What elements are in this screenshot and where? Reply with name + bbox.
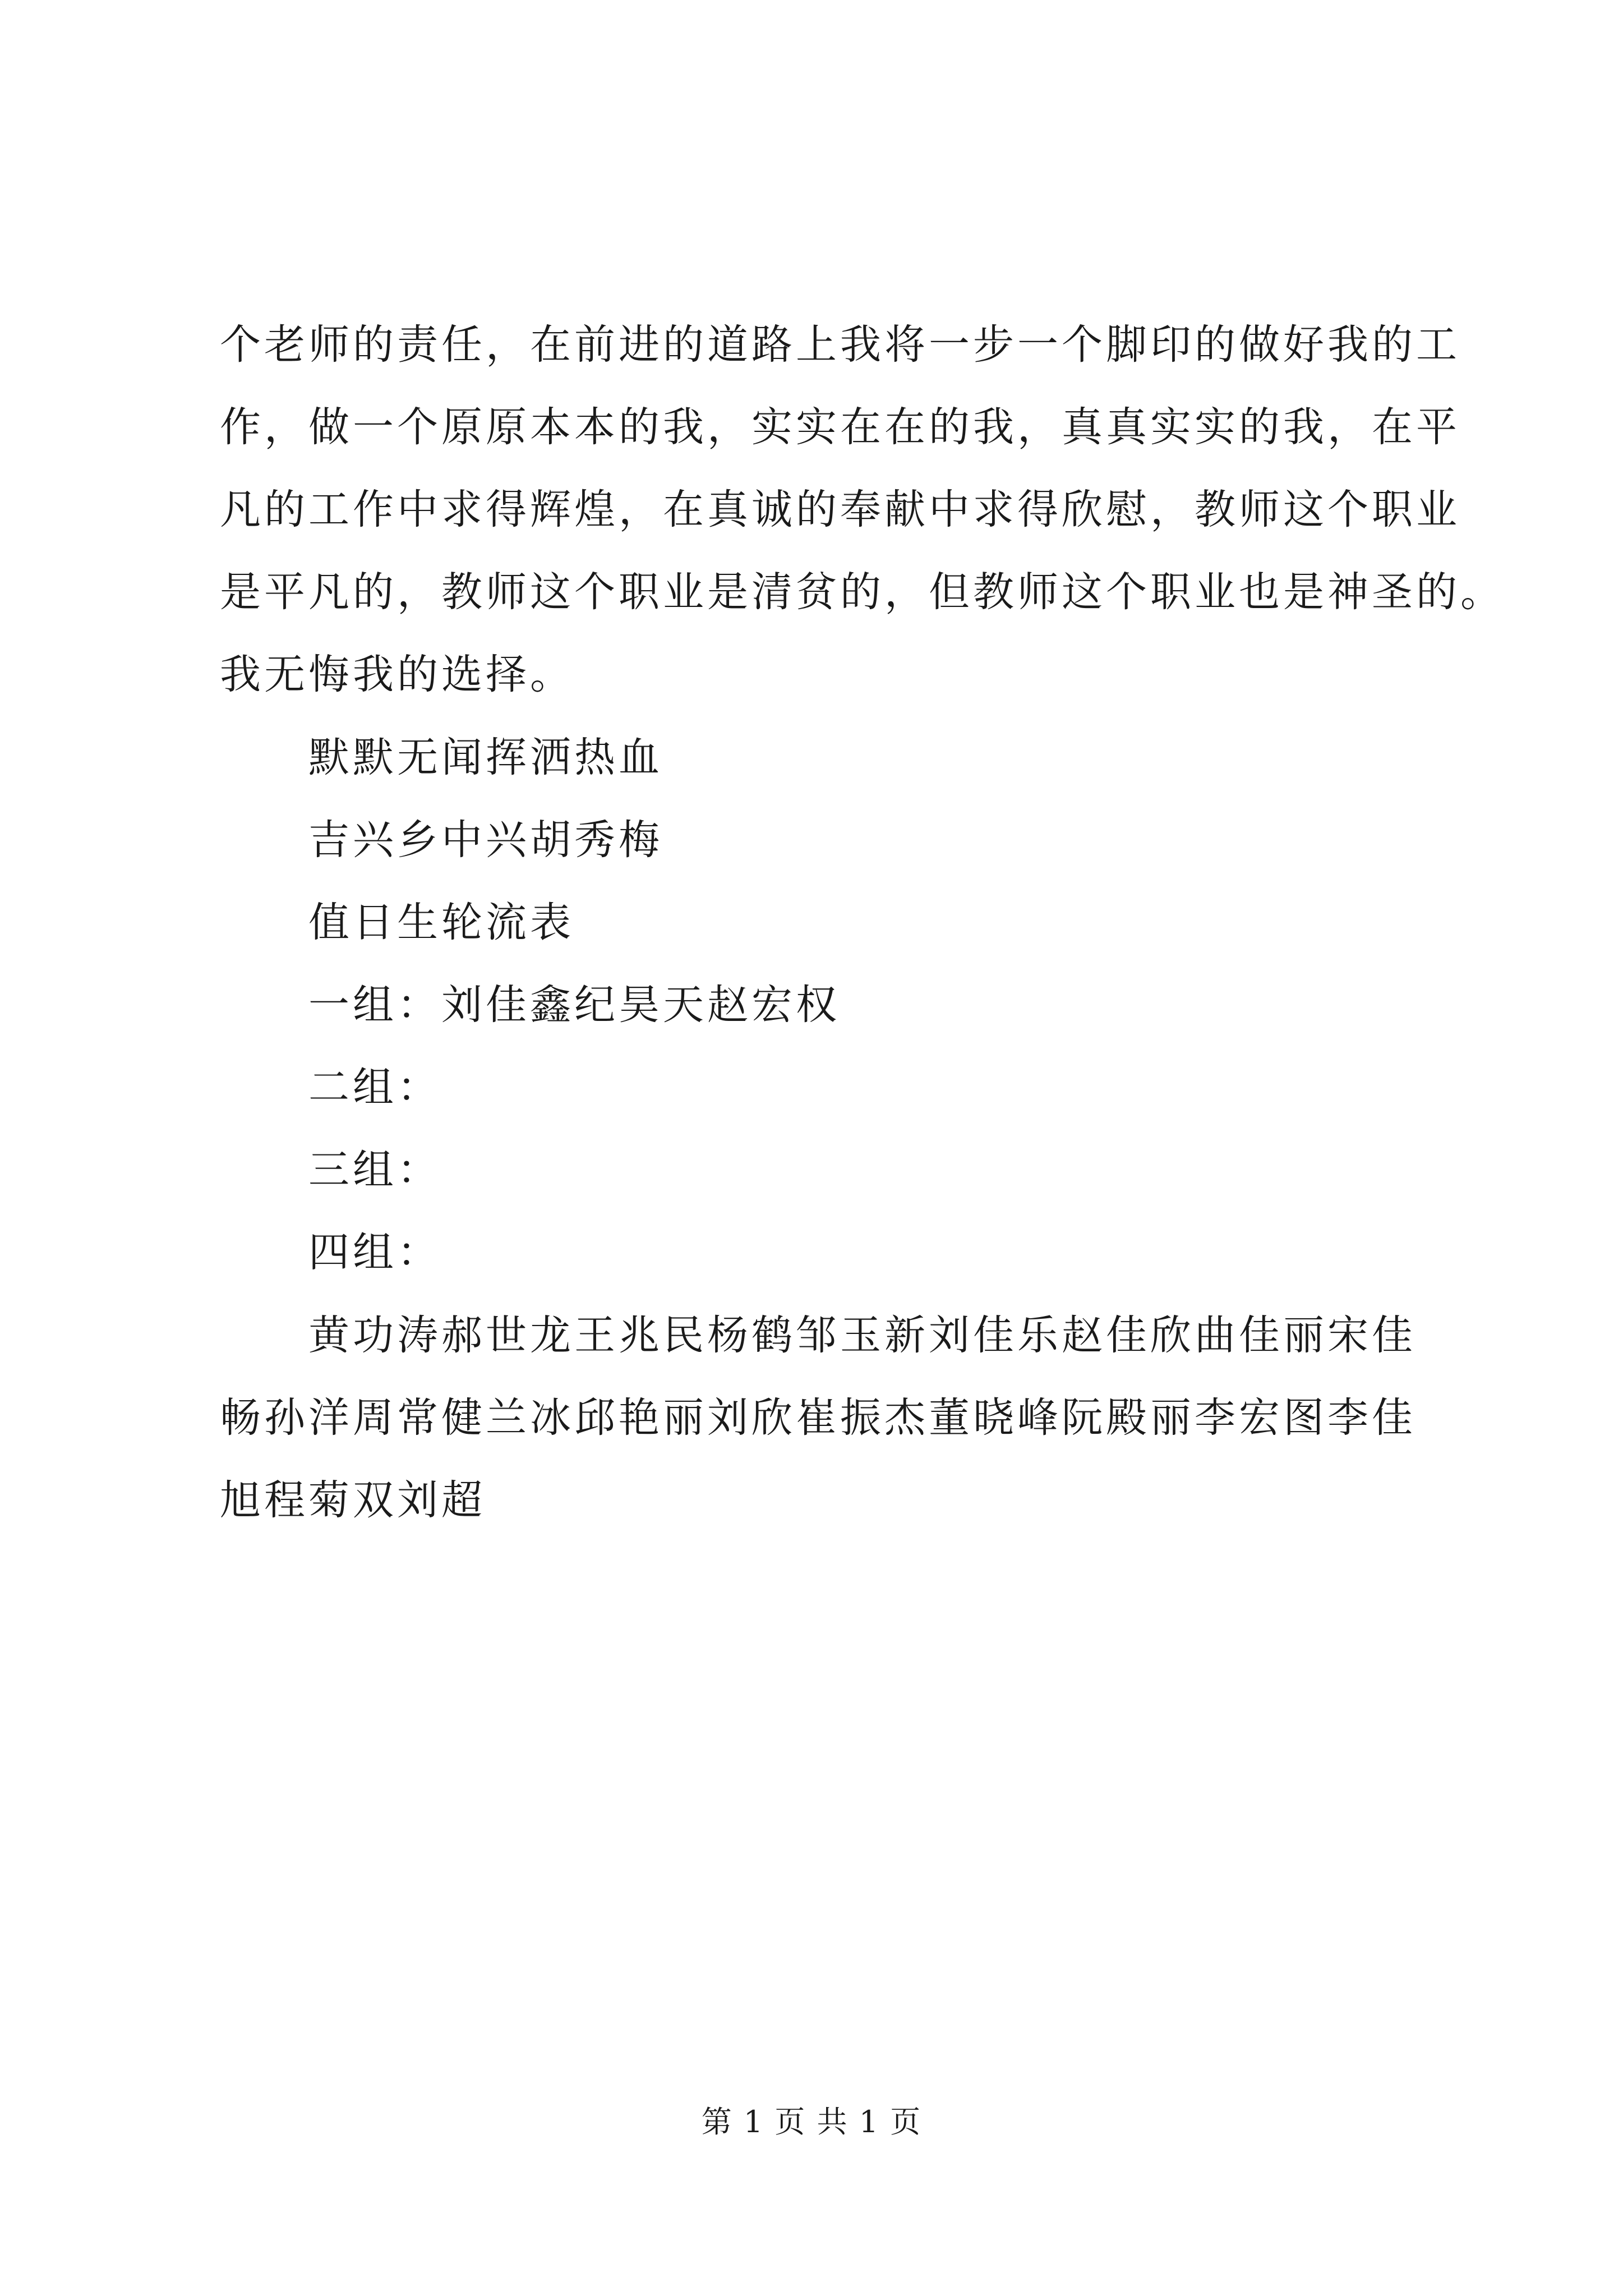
essay-title: 默默无闻挥洒热血 bbox=[308, 734, 663, 781]
group-4-line: 四组： bbox=[308, 1228, 441, 1276]
author-line: 吉兴乡中兴胡秀梅 bbox=[308, 816, 663, 864]
page-number-label: 第 1 页 共 1 页 bbox=[701, 2104, 922, 2139]
paragraph-line: 作，做一个原原本本的我，实实在在的我，真真实实的我，在平 bbox=[220, 403, 1460, 451]
group-3-line: 三组： bbox=[308, 1146, 441, 1194]
paragraph-line: 是平凡的，教师这个职业是清贫的，但教师这个职业也是神圣的。 bbox=[220, 568, 1505, 616]
names-line: 畅孙洋周常健兰冰邱艳丽刘欣崔振杰董晓峰阮殿丽李宏图李佳 bbox=[220, 1394, 1416, 1442]
paragraph-line: 凡的工作中求得辉煌，在真诚的奉献中求得欣慰，教师这个职业 bbox=[220, 486, 1460, 533]
group-2-line: 二组： bbox=[308, 1064, 441, 1111]
table-title: 值日生轮流表 bbox=[308, 899, 574, 946]
names-line: 旭程菊双刘超 bbox=[220, 1476, 486, 1524]
continuation-paragraph bbox=[220, 303, 1505, 716]
paragraph-line: 我无悔我的选择。 bbox=[220, 651, 574, 698]
section-block bbox=[220, 716, 1420, 1294]
names-paragraph bbox=[220, 1294, 1420, 1542]
page-footer bbox=[0, 2102, 1623, 2142]
paragraph-line: 个老师的责任，在前进的道路上我将一步一个脚印的做好我的工 bbox=[220, 321, 1460, 369]
names-line: 黄功涛郝世龙王兆民杨鹤邹玉新刘佳乐赵佳欣曲佳丽宋佳 bbox=[308, 1312, 1416, 1359]
group-1-line: 一组：刘佳鑫纪昊天赵宏权 bbox=[308, 981, 840, 1029]
